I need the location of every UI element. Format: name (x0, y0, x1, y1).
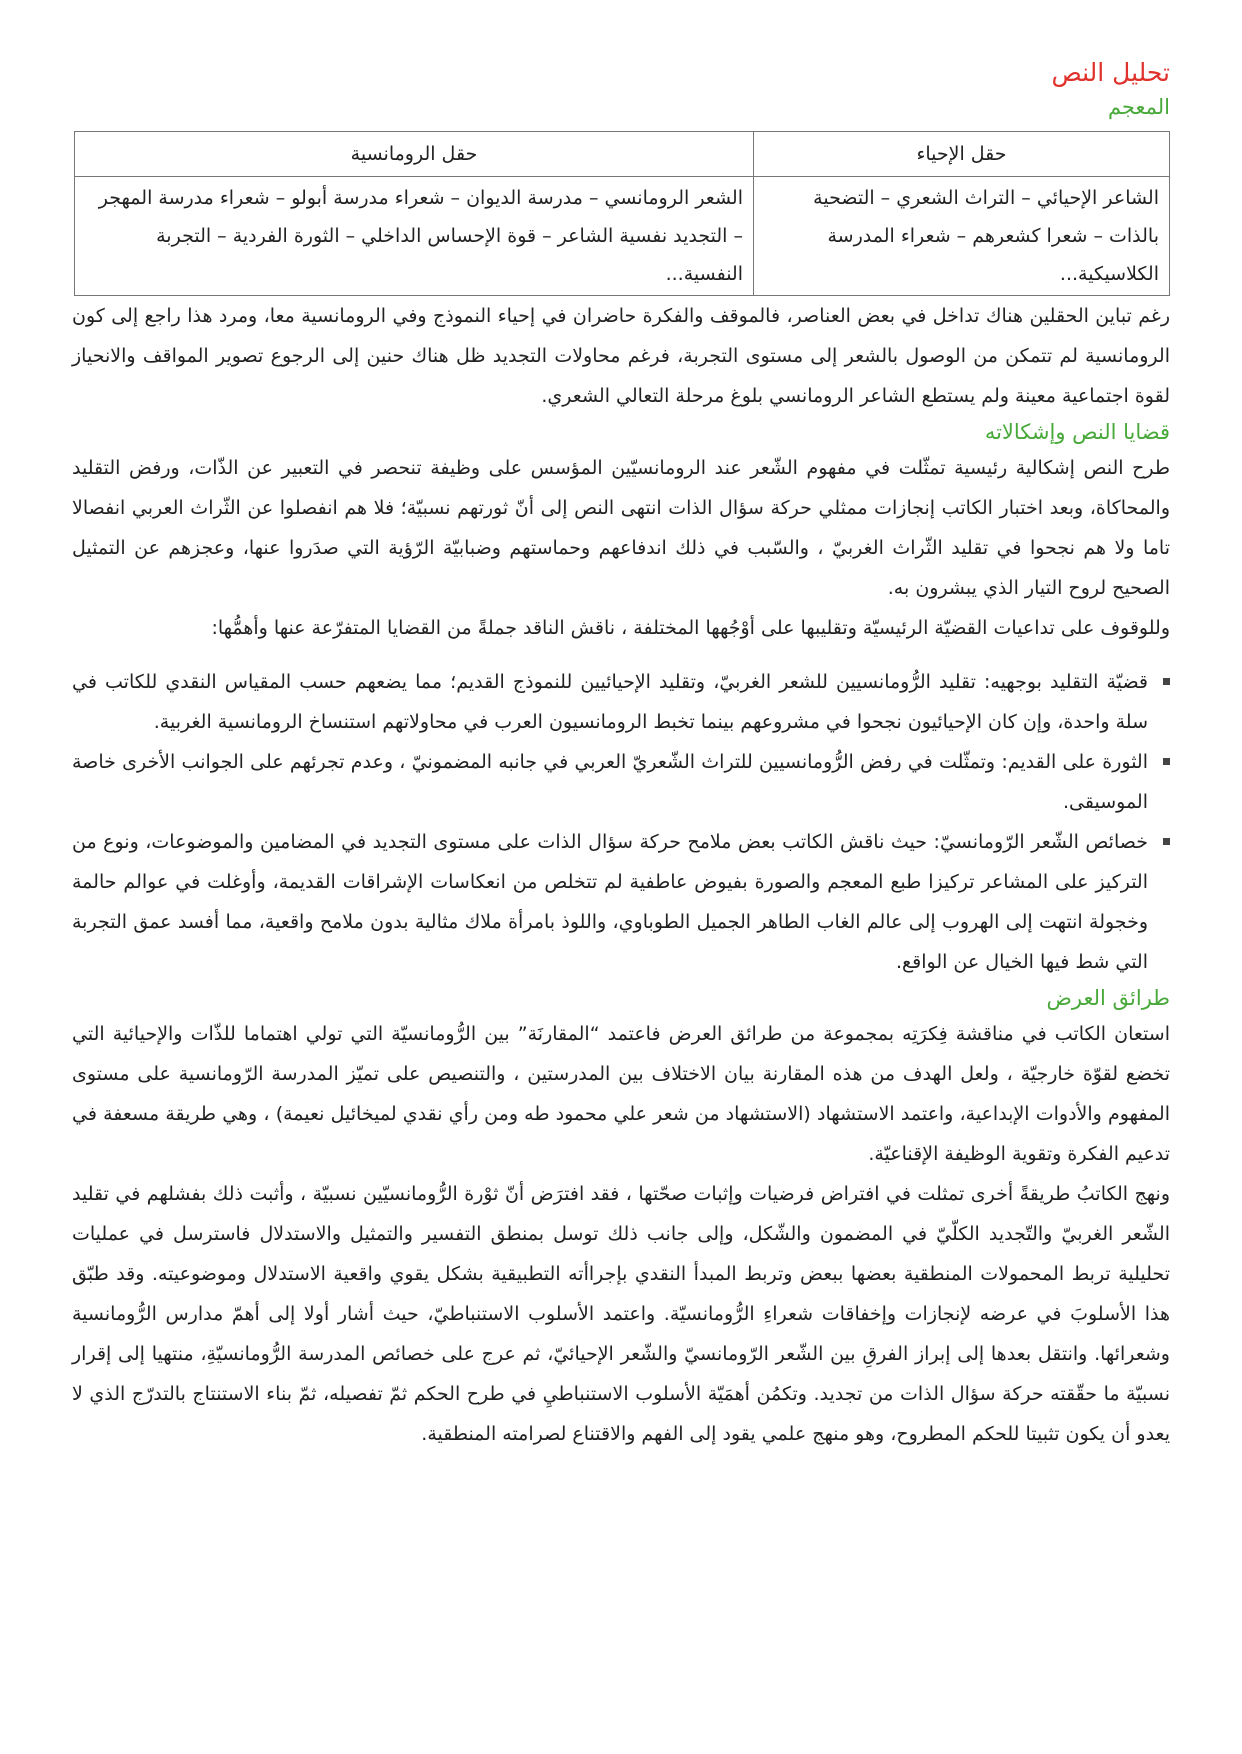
romantic-field-cell: الشعر الرومانسي – مدرسة الديوان – شعراء مدرسة أبولو – شعراء مدرسة المهجر – التجديد نفسية الشاعر – قوة الإحساس الداخلي – الثورة الفردية – التجربة النفسية... (75, 177, 754, 296)
revival-field-header: حقل الإحياء (754, 132, 1170, 177)
list-item-text: خصائص الشّعر الرّومانسيّ: حيث ناقش الكاتب بعض ملامح حركة سؤال الذات على مستوى التجديد في المضامين والموضوعات، ونوع من التركيز على المشاعر تركيزا طبع المعجم والصورة بفيوض عاطفية لم تتخلص من انعكاسات الإشراقات القديمة، وأوغلت في عوالم حالمة وخجولة انتهت إلى الهروب إلى عالم الغاب الطاهر الجميل الطوباوي، واللوذ بامرأة ملاك مثالية بدون ملامح واقعية، مما أفسد عمق التجربة التي شط فيها الخيال عن الواقع. (72, 831, 1148, 973)
square-bullet-icon (1163, 678, 1170, 685)
romantic-field-header: حقل الرومانسية (75, 132, 754, 177)
lexicon-heading: المعجم (1107, 95, 1170, 119)
page-title: تحليل النص (1051, 58, 1170, 87)
lexicon-paragraph: رغم تباين الحقلين هناك تداخل في بعض العناصر، فالموقف والفكرة حاضران في إحياء النموذج وفي الرومانسية معا، ومرد هذا راجع إلى كون الرومانسية لم تتمكن من الوصول بالشعر إلى مستوى التجربة، فرغم محاولات التجديد ظل هناك حنين إلى الرجوع تصوير المواقف والانحياز لقوة اجتماعية معينة ولم يستطع الشاعر الرومانسي بلوغ مرحلة التعالي الشعري. (72, 305, 1170, 407)
issues-paragraph-1: طرح النص إشكالية رئيسية تمثّلت في مفهوم الشّعر عند الرومانسيّين المؤسس على وظيفة تنحصر في التعبير عن الذّات، ورفض التقليد والمحاكاة، وبعد اختبار الكاتب إنجازات ممثلي حركة سؤال الذات انتهى النص إلى أنّ ثورتهم نسبيّة؛ فلا هم انفصلوا عن الثّراث العربي انفصالا تاما ولا هم نجحوا في تقليد الثّراث الغربيّ ، والسّبب في ذلك اندفاعهم وحماستهم وضبابيّة الرّؤية التي صدَروا عنها، وعجزهم عن التمثيل الصحيح لروح التيار الذي يبشرون به. (72, 457, 1170, 599)
list-item (72, 742, 1148, 822)
revival-field-cell: الشاعر الإحيائي – التراث الشعري – التضحية بالذات – شعرا كشعرهم – شعراء المدرسة الكلاسيكية... (754, 177, 1170, 296)
list-item-text: قضيّة التقليد بوجهيه: تقليد الرُّومانسيين للشعر الغربيّ، وتقليد الإحيائيين للنموذج القديم؛ مما يضعهم حسب المقياس النقدي للكاتب في سلة واحدة، وإن كان الإحيائيون نجحوا في مشروعهم بينما تخبط الرومانسيون العرب في محاولاتهم استنساخ الرومانسية الغربية. (72, 671, 1148, 733)
issues-paragraph-2: وللوقوف على تداعيات القضيّة الرئيسيّة وتقليبها على أوْجُهها المختلفة ، ناقش الناقد جملةً من القضايا المتفرّعة عنها وأهمُّها: (211, 617, 1170, 639)
list-item (72, 662, 1148, 742)
issues-list (72, 662, 1170, 982)
lexicon-table-row (75, 177, 1170, 296)
lexicon-table (74, 131, 1170, 296)
methods-paragraph-1: استعان الكاتب في مناقشة فِكرَتِه بمجموعة من طرائق العرض فاعتمد “المقارنَة” بين الرُّومانسيّة التي تولي اهتماما للذّات والإحيائية التي تخضع لقوّة خارجيّة ، ولعل الهدف من هذه المقارنة بيان الاختلاف بين المدرستين ، والتنصيص على تميّز المدرسة الرّومانسية على مستوى المفهوم والأدوات الإبداعية، واعتمد الاستشهاد (الاستشهاد من شعر علي محمود طه ومن رأي نقدي لميخائيل نعيمة) ، وهي طريقة مسعفة في تدعيم الفكرة وتقوية الوظيفة الإقناعيّة. (72, 1023, 1170, 1165)
methods-paragraph-2: ونهج الكاتبُ طريقةً أخرى تمثلت في افتراض فرضيات وإثبات صحّتها ، فقد افترَض أنّ ثوْرة الرُّومانسيّين نسبيّة ، وأثبت ذلك بفشلهم في تقليد الشّعر الغربيّ والتّجديد الكلّيّ في المضمون والشّكل، وإلى جانب ذلك توسل بمنطق التفسير والتمثيل والاستدلال فاسترسل في عمليات تحليلية تربط المحمولات المنطقية بعضها ببعض وتربط المبدأ النقدي بإجراأته التطبيقية بشكل يقوي واقعية الاستدلال وموضوعيته. وقد طبّق هذا الأسلوبَ في عرضه لإنجازات وإخفاقات شعراءِ الرُّومانسيّة. واعتمد الأسلوب الاستنباطيّ، حيث أشار أولا إلى أهمّ مدارس الرُّومانسية وشعرائها. وانتقل بعدها إلى إبراز الفرقِ بين الشّعر الرّومانسيّ والشّعر الإحيائيّ، ثم عرج على خصائص المدرسة الرُّومانسيّةِ، منتهيا إلى إقرار نسبيّة ما حقّقته حركة سؤال الذات من تجديد. وتكمُن أهمَيّة الأسلوب الاستنباطيِ في طرح الحكم ثمّ تفصيله، ثمّ بناء الاستنتاج بالتدرّج الذي لا يعدو أن يكون تثبيتا للحكم المطروح، وهو منهج علمي يقود إلى الفهم والاقتناع لصرامته المنطقية. (72, 1183, 1170, 1445)
methods-heading: طرائق العرض (1046, 986, 1170, 1010)
issues-heading: قضايا النص وإشكالاته (984, 420, 1170, 444)
square-bullet-icon (1163, 758, 1170, 765)
square-bullet-icon (1163, 838, 1170, 845)
list-item (72, 822, 1148, 982)
lexicon-table-header-row (75, 132, 1170, 177)
list-item-text: الثورة على القديم: وتمثّلت في رفض الرُّومانسيين للتراث الشّعريّ العربي في جانبه المضمونيّ ، وعدم تجرئهم على الجوانب الأخرى خاصة الموسيقى. (72, 751, 1148, 813)
